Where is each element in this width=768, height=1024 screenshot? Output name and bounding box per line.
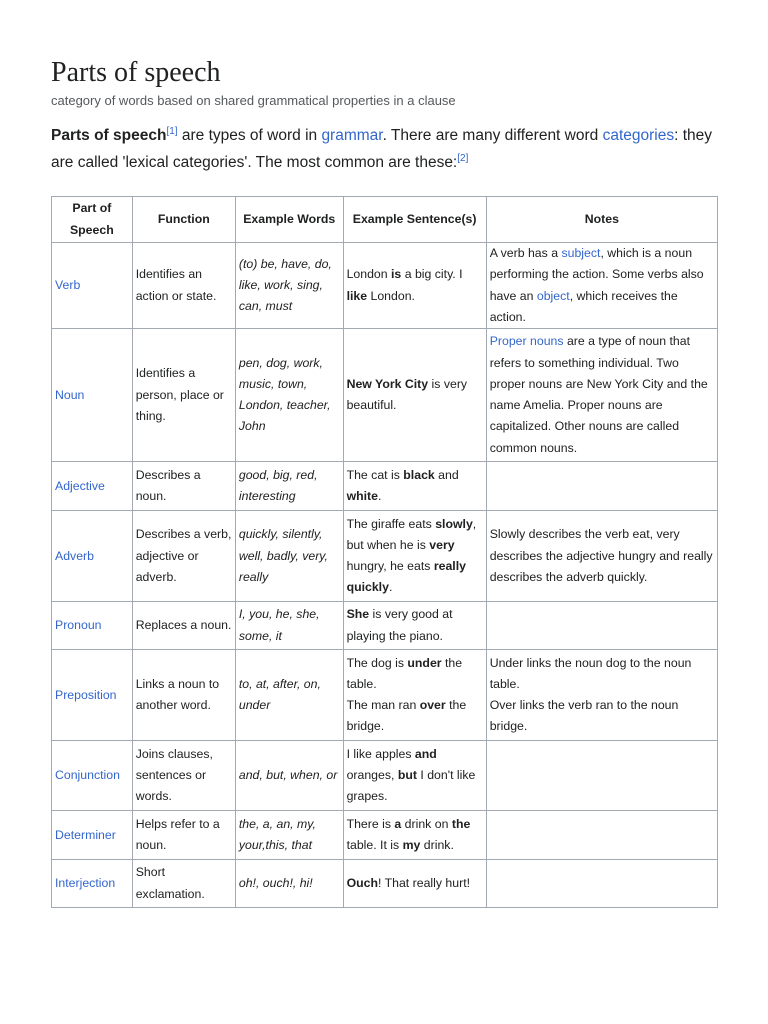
example-sentence-cell bbox=[343, 650, 486, 741]
sentence-emphasis: my bbox=[402, 838, 421, 853]
categories-link[interactable]: categories bbox=[602, 127, 675, 144]
sentence-text: the table. bbox=[346, 655, 463, 691]
function-cell: Identifies an action or state. bbox=[132, 243, 235, 329]
example-words-cell: to, at, after, on, under bbox=[235, 650, 343, 741]
noun-link[interactable]: Noun bbox=[55, 387, 85, 402]
sentence-emphasis: but bbox=[397, 768, 417, 783]
interjection-link[interactable]: Interjection bbox=[55, 876, 116, 891]
notes-cell bbox=[486, 650, 717, 741]
table-row bbox=[52, 462, 718, 511]
example-sentence-cell bbox=[343, 860, 486, 908]
notes-cell bbox=[486, 741, 717, 811]
table-row bbox=[52, 860, 718, 908]
sentence-text: The dog is bbox=[346, 655, 408, 670]
sentence-text: The man ran bbox=[346, 698, 420, 713]
sentence-emphasis: under bbox=[407, 655, 442, 670]
table-header-row bbox=[52, 197, 718, 243]
sentence-text: hungry, he eats bbox=[346, 559, 434, 574]
example-words-cell: quickly, silently, well, badly, very, really bbox=[235, 511, 343, 602]
page-title: Parts of speech bbox=[51, 57, 221, 88]
reference-2-link[interactable]: [2] bbox=[457, 152, 469, 164]
intro-term: Parts of speech bbox=[51, 127, 167, 144]
function-cell: Describes a noun. bbox=[132, 462, 235, 511]
sentence-text: and bbox=[434, 467, 459, 482]
sentence-text: There is bbox=[346, 816, 395, 831]
intro-text: : they are called 'lexical categories'. The most common are these: bbox=[51, 127, 713, 171]
sentence-text: , but when he is bbox=[346, 516, 477, 552]
notes-cell bbox=[486, 462, 717, 511]
function-cell: Describes a verb, adjective or adverb. bbox=[132, 511, 235, 602]
notes-cell bbox=[486, 860, 717, 908]
example-words-cell: and, but, when, or bbox=[235, 741, 343, 811]
preposition-link[interactable]: Preposition bbox=[55, 687, 117, 702]
example-words-cell: the, a, an, my, your,this, that bbox=[235, 811, 343, 860]
verb-link[interactable]: Verb bbox=[55, 277, 81, 292]
example-words-cell: oh!, ouch!, hi! bbox=[235, 860, 343, 908]
reference-1-link[interactable]: [1] bbox=[166, 125, 178, 137]
table-row bbox=[52, 511, 718, 602]
sentence-emphasis: Ouch bbox=[346, 876, 378, 891]
table-row bbox=[52, 650, 718, 741]
notes-text: A verb has a bbox=[489, 246, 562, 260]
example-sentence-cell bbox=[343, 329, 486, 462]
sentence-emphasis: a bbox=[394, 816, 402, 831]
sentence-text: I don't like grapes. bbox=[346, 768, 476, 804]
parts-of-speech-table bbox=[51, 196, 718, 908]
sentence-text: a big city. I bbox=[401, 267, 463, 282]
sentence-text: oranges, bbox=[346, 768, 398, 783]
conjunction-link[interactable]: Conjunction bbox=[55, 768, 120, 783]
notes-cell bbox=[486, 243, 717, 329]
intro-text: . There are many different word bbox=[382, 127, 603, 144]
sentence-emphasis: black bbox=[403, 467, 435, 482]
intro-text: are types of word in bbox=[177, 127, 322, 144]
example-sentence-cell bbox=[343, 811, 486, 860]
adjective-link[interactable]: Adjective bbox=[55, 478, 105, 493]
example-words-cell: good, big, red, interesting bbox=[235, 462, 343, 511]
article bbox=[51, 54, 718, 176]
notes-text: are a type of noun that refers to something individual. Two proper nouns are New York City and the name Amelia. Proper nouns are capitalized. Other nouns are called common nouns. bbox=[489, 334, 708, 455]
determiner-link[interactable]: Determiner bbox=[55, 827, 116, 842]
page-subtitle: category of words based on shared grammatical properties in a clause bbox=[51, 93, 456, 108]
sentence-emphasis: really quickly bbox=[346, 559, 466, 595]
function-cell: Links a noun to another word. bbox=[132, 650, 235, 741]
sentence-text: drink on bbox=[401, 816, 452, 831]
sentence-emphasis: like bbox=[346, 288, 368, 303]
sentence-emphasis: white bbox=[346, 489, 378, 504]
sentence-emphasis: New York City bbox=[346, 376, 429, 391]
sentence-text: is very good at playing the piano. bbox=[346, 607, 453, 643]
pronoun-link[interactable]: Pronoun bbox=[55, 618, 102, 633]
header-example-words: Example Words bbox=[235, 197, 343, 243]
sentence-text: The cat is bbox=[346, 467, 404, 482]
function-cell: Replaces a noun. bbox=[132, 602, 235, 650]
function-cell: Joins clauses, sentences or words. bbox=[132, 741, 235, 811]
table-row bbox=[52, 811, 718, 860]
grammar-link[interactable]: grammar bbox=[321, 127, 383, 144]
sentence-emphasis: slowly bbox=[435, 516, 473, 531]
adverb-link[interactable]: Adverb bbox=[55, 548, 94, 563]
sentence-text: I like apples bbox=[346, 746, 415, 761]
sentence-text: London bbox=[346, 267, 392, 282]
sentence-emphasis: very bbox=[429, 537, 455, 552]
sentence-text: London. bbox=[367, 288, 415, 303]
sentence-text: drink. bbox=[420, 838, 454, 853]
table-row bbox=[52, 243, 718, 329]
function-cell: Helps refer to a noun. bbox=[132, 811, 235, 860]
sentence-emphasis: the bbox=[451, 816, 471, 831]
example-sentence-cell bbox=[343, 243, 486, 329]
notes-text: , which is a noun performing the action. Some verbs also have an bbox=[489, 246, 704, 303]
sentence-text: is very beautiful. bbox=[346, 376, 468, 413]
notes-cell bbox=[486, 329, 717, 462]
sentence-text: ! That really hurt! bbox=[378, 876, 471, 891]
sentence-text: table. It is bbox=[346, 838, 403, 853]
header-notes: Notes bbox=[486, 197, 717, 243]
table-row bbox=[52, 602, 718, 650]
function-cell: Short exclamation. bbox=[132, 860, 235, 908]
header-part-of-speech: Part of Speech bbox=[52, 197, 133, 243]
example-sentence-cell bbox=[343, 741, 486, 811]
example-words-cell: (to) be, have, do, like, work, sing, can, must bbox=[235, 243, 343, 329]
notes-cell bbox=[486, 602, 717, 650]
example-sentence-cell bbox=[343, 462, 486, 511]
object-link[interactable]: object bbox=[536, 288, 570, 303]
sentence-text: . bbox=[378, 489, 382, 504]
proper-nouns-link[interactable]: Proper nouns bbox=[489, 334, 564, 349]
header-example-sentences: Example Sentence(s) bbox=[343, 197, 486, 243]
sentence-emphasis: over bbox=[419, 698, 446, 713]
example-sentence-cell bbox=[343, 511, 486, 602]
sentence-text: the bridge. bbox=[346, 698, 467, 734]
sentence-emphasis: is bbox=[391, 267, 402, 282]
notes-text: Under links the noun dog to the noun table. bbox=[489, 655, 692, 691]
notes-text: Over links the verb ran to the noun bridge. bbox=[489, 698, 679, 734]
subject-link[interactable]: subject bbox=[561, 246, 601, 260]
header-function: Function bbox=[132, 197, 235, 243]
example-words-cell: pen, dog, work, music, town, London, teacher, John bbox=[235, 329, 343, 462]
table-row bbox=[52, 329, 718, 462]
sentence-text: . bbox=[388, 580, 393, 595]
notes-text: , which receives the action. bbox=[489, 288, 678, 324]
notes-cell: Slowly describes the verb eat, very describes the adjective hungry and really describes the adverb quickly. bbox=[486, 511, 717, 602]
notes-cell bbox=[486, 811, 717, 860]
example-sentence-cell bbox=[343, 602, 486, 650]
function-cell: Identifies a person, place or thing. bbox=[132, 329, 235, 462]
sentence-emphasis: and bbox=[414, 746, 437, 761]
example-words-cell: I, you, he, she, some, it bbox=[235, 602, 343, 650]
intro-paragraph bbox=[51, 122, 718, 176]
sentence-text: The giraffe eats bbox=[346, 516, 436, 531]
sentence-emphasis: She bbox=[346, 607, 370, 622]
table-row bbox=[52, 741, 718, 811]
